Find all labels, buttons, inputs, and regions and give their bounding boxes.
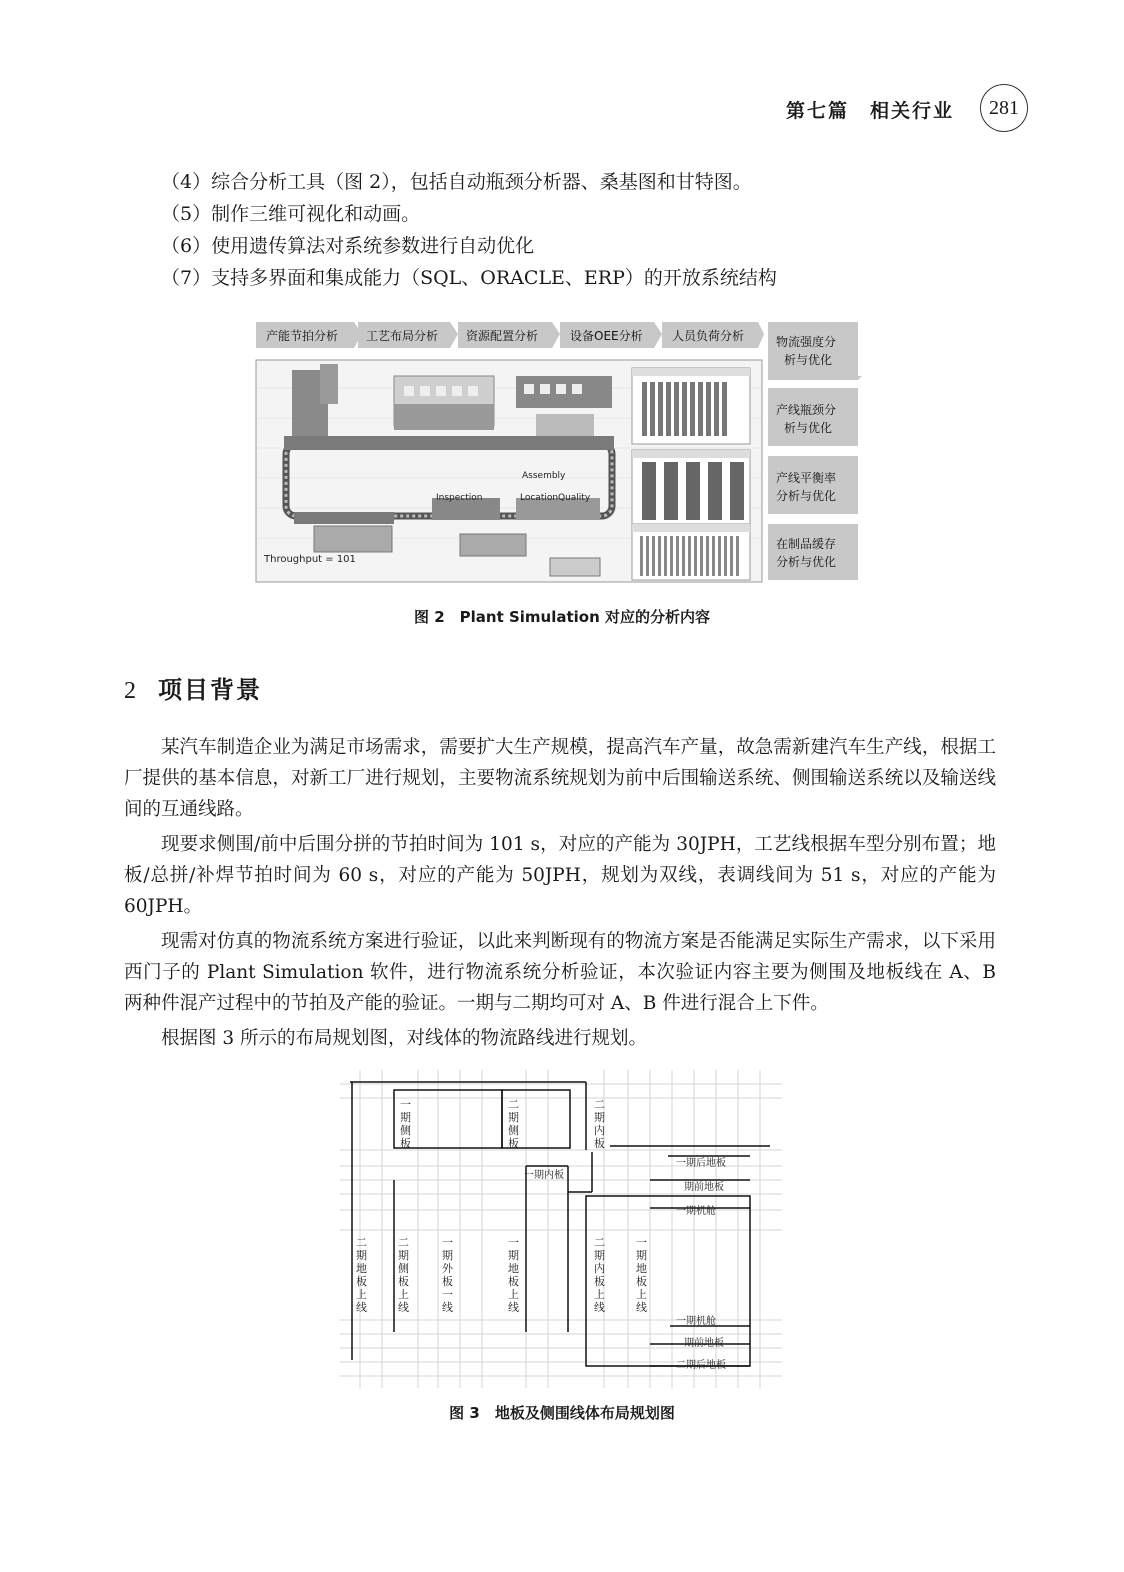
vertical-label-bottom: 二期侧板上线: [398, 1236, 409, 1314]
label-right-bottom-1: 期前地板: [684, 1338, 724, 1349]
figure-2-caption: 图 2 Plant Simulation 对应的分析内容: [413, 608, 711, 626]
vertical-label-bottom: 二期地板上线: [356, 1236, 367, 1314]
section-heading: [124, 670, 262, 705]
vertical-label-bottom: 一期外板一线: [442, 1236, 453, 1314]
label-inspection: Inspection: [436, 493, 483, 503]
label-right-bottom-0: 一期机舱: [676, 1316, 716, 1327]
label-right-top-2: 一期机舱: [676, 1206, 716, 1217]
tab-staff: 人员负荷分析: [672, 329, 745, 343]
side-tab-1-line2: 析与优化: [784, 353, 833, 367]
vertical-label-bottom: 一期地板上线: [508, 1236, 519, 1314]
section-title: 项目背景: [158, 675, 262, 704]
side-tab-4-line2: 分析与优化: [776, 555, 837, 569]
tab-oee: 设备OEE分析: [570, 329, 643, 343]
vertical-label-bottom: 二期内板上线: [594, 1236, 605, 1314]
feature-list: [161, 166, 777, 294]
label-right-top-0: 一期后地板: [676, 1158, 726, 1169]
running-header: 第七篇 相关行业: [785, 100, 954, 122]
section-number: 2: [124, 678, 136, 704]
page-number: 281: [980, 84, 1028, 132]
vertical-label-top: 一期侧板: [400, 1098, 411, 1150]
side-tab-1-line1: 物流强度分: [776, 335, 837, 349]
tab-resource: 资源配置分析: [466, 329, 539, 343]
side-tab-4-line1: 在制品缓存: [776, 537, 837, 551]
label-throughput: Throughput = 101: [264, 554, 356, 565]
figure-2: [254, 318, 866, 584]
side-tab-3-line1: 产线平衡率: [776, 471, 837, 485]
side-tab-3-line2: 分析与优化: [776, 489, 837, 503]
figure-3-caption: 图 3 地板及侧围线体布局规划图: [449, 1404, 675, 1422]
label-right-top-1: 期前地板: [684, 1182, 724, 1193]
list-item: （5）制作三维可视化和动画。: [161, 203, 421, 225]
vertical-label-top: 二期侧板: [508, 1098, 519, 1150]
tab-capacity: 产能节拍分析: [266, 329, 339, 343]
list-item: （4）综合分析工具（图 2），包括自动瓶颈分析器、桑基图和甘特图。: [161, 171, 752, 193]
label-quality: Quality: [558, 493, 591, 503]
label-middle: 一期内板: [524, 1170, 564, 1181]
paragraph: 现需对仿真的物流系统方案进行验证，以此来判断现有的物流方案是否能满足实际生产需求，以下采用西门子的 Plant Simulation 软件，进行物流系统分析验证，本次验证内容主要为侧围及地板线在 A、B 两种件混产过程中的节拍及产能的验证。一期与二期均可对 A、B 件进行混合上下件。: [124, 931, 996, 1014]
label-location: Location: [520, 493, 559, 503]
vertical-label-bottom: 一期地板上线: [636, 1236, 647, 1314]
side-tab-2-line1: 产线瓶颈分: [776, 403, 837, 417]
paragraph: 根据图 3 所示的布局规划图，对线体的物流路线进行规划。: [161, 1028, 648, 1049]
paragraph: 现要求侧围/前中后围分拼的节拍时间为 101 s，对应的产能为 30JPH，工艺线根据车型分别布置；地板/总拼/补焊节拍时间为 60 s，对应的产能为 50JPH，规划为双线，表调线间为 51 s，对应的产能为 60JPH。: [124, 834, 996, 917]
list-item: （6）使用遗传算法对系统参数进行自动优化: [161, 235, 535, 257]
body-text: [124, 732, 996, 1058]
list-item: （7）支持多界面和集成能力（SQL、ORACLE、ERP）的开放系统结构: [161, 267, 777, 289]
vertical-label-top: 二期内板: [594, 1098, 605, 1150]
paragraph: 某汽车制造企业为满足市场需求，需要扩大生产规模，提高汽车产量，故急需新建汽车生产线，根据工厂提供的基本信息，对新工厂进行规划，主要物流系统规划为前中后围输送系统、侧围输送系统以及输送线间的互通线路。: [124, 737, 996, 820]
label-assembly: Assembly: [522, 471, 566, 481]
tab-layout: 工艺布局分析: [366, 329, 439, 343]
figure-3: [340, 1070, 782, 1388]
side-tab-2-line2: 析与优化: [784, 421, 833, 435]
label-right-bottom-2: 二期后地板: [676, 1360, 726, 1371]
